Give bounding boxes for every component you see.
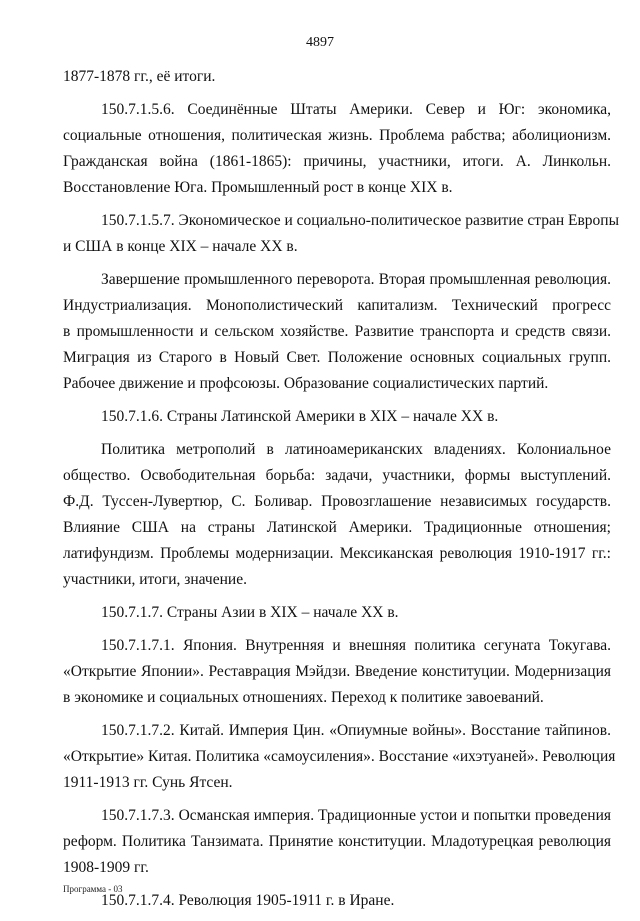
text-line: Завершение промышленного переворота. Вторая промышленная революция. bbox=[101, 271, 611, 288]
footer-label: Программа - 03 bbox=[63, 884, 123, 894]
text-line: «Открытие Японии». Реставрация Мэйдзи. Введение конституции. Модернизация bbox=[63, 663, 611, 680]
page-number: 4897 bbox=[306, 35, 334, 50]
text-line: участники, итоги, значение. bbox=[63, 571, 247, 588]
text-line: реформ. Политика Танзимата. Принятие конституции. Младотурецкая революция bbox=[63, 833, 611, 850]
text-line: 150.7.1.5.6. Соединённые Штаты Америки. Север и Юг: экономика, bbox=[101, 101, 611, 118]
text-line: «Открытие» Китая. Политика «самоусиления». Восстание «ихэтуаней». Революция bbox=[63, 748, 616, 765]
text-line: общество. Освободительная борьба: задачи, участники, формы выступлений. bbox=[63, 467, 611, 484]
text-line: в промышленности и сельском хозяйстве. Развитие транспорта и средств связи. bbox=[63, 323, 611, 340]
text-line: Влияние США на страны Латинской Америки. Традиционные отношения; bbox=[63, 519, 611, 536]
text-line: Индустриализация. Монополистический капитализм. Технический прогресс bbox=[63, 297, 611, 314]
text-line: Восстановление Юга. Промышленный рост в конце XIX в. bbox=[63, 179, 453, 196]
text-line: 150.7.1.7.1. Япония. Внутренняя и внешняя политика сегуната Токугава. bbox=[101, 637, 611, 654]
text-line: 150.7.1.7.3. Османская империя. Традиционные устои и попытки проведения bbox=[101, 807, 611, 824]
text-line: в экономике и социальных отношениях. Переход к политике завоеваний. bbox=[63, 689, 544, 706]
text-line: Ф.Д. Туссен-Лувертюр, С. Боливар. Провозглашение независимых государств. bbox=[63, 493, 611, 510]
text-line: Миграция из Старого в Новый Свет. Положение основных социальных групп. bbox=[63, 349, 611, 366]
text-line: социальные отношения, политическая жизнь. Проблема рабства; аболиционизм. bbox=[63, 127, 611, 144]
text-line: 1877-1878 гг., её итоги. bbox=[63, 68, 216, 85]
text-line: 150.7.1.7.4. Революция 1905-1911 г. в Иране. bbox=[101, 892, 395, 909]
text-line: латифундизм. Проблемы модернизации. Мексиканская революция 1910-1917 гг.: bbox=[63, 545, 611, 562]
text-line: и США в конце XIX – начале XX в. bbox=[63, 238, 298, 255]
text-line: 150.7.1.6. Страны Латинской Америки в XIX – начале XX в. bbox=[101, 408, 499, 425]
document-body bbox=[63, 64, 620, 914]
text-line: 150.7.1.5.7. Экономическое и социально-политическое развитие стран Европы bbox=[101, 212, 620, 229]
text-line: Рабочее движение и профсоюзы. Образование социалистических партий. bbox=[63, 375, 549, 392]
text-line: 1911-1913 гг. Сунь Ятсен. bbox=[63, 774, 233, 791]
text-line: Политика метрополий в латиноамериканских владениях. Колониальное bbox=[101, 441, 611, 458]
text-line: 1908-1909 гг. bbox=[63, 859, 149, 876]
text-line: 150.7.1.7. Страны Азии в XIX – начале XX в. bbox=[101, 604, 399, 621]
text-line: 150.7.1.7.2. Китай. Империя Цин. «Опиумные войны». Восстание тайпинов. bbox=[101, 722, 611, 739]
text-line: Гражданская война (1861-1865): причины, участники, итоги. А. Линкольн. bbox=[63, 153, 611, 170]
